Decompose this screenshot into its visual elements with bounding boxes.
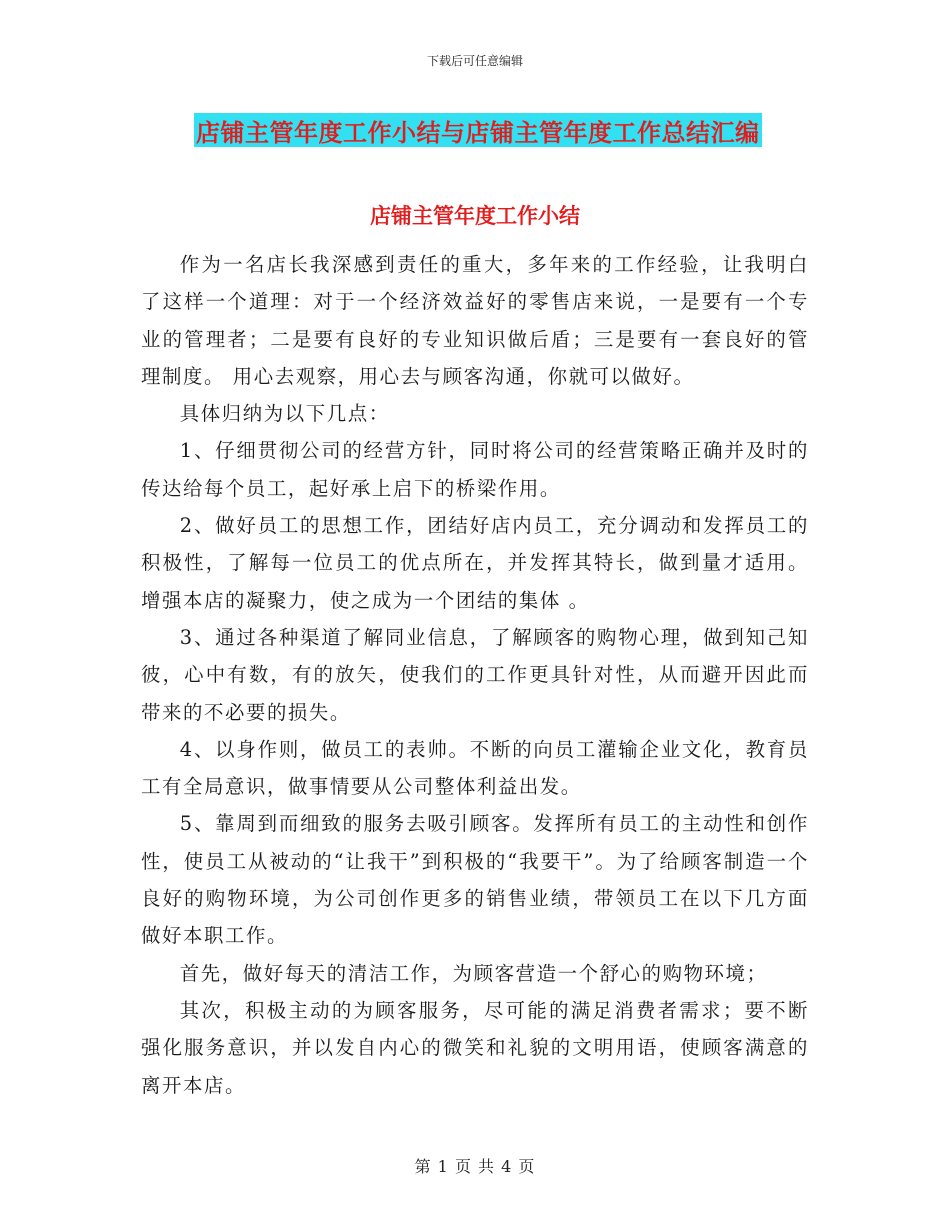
header-note: 下载后可任意编辑 [426,54,523,68]
paragraph: 3、通过各种渠道了解同业信息，了解顾客的购物心理，做到知己知彼，心中有数，有的放矢，使我们的工作更具针对性，从而避开因此而带来的不必要的损失。 [141,625,809,724]
paragraph: 4、以身作则，做员工的表帅。不断的向员工灌输企业文化，教育员工有全局意识，做事情要从公司整体利益出发。 [141,737,809,799]
paragraph: 2、做好员工的思想工作，团结好店内员工，充分调动和发挥员工的积极性，了解每一位员工的优点所在，并发挥其特长，做到量才适用。增强本店的凝聚力，使之成为一个团结的集体 。 [141,514,809,612]
paragraph: 具体归纳为以下几点： [179,402,390,426]
paragraph: 首先，做好每天的清洁工作，为顾客营造一个舒心的购物环境； [179,961,768,985]
section-title: 店铺主管年度工作小结 [370,204,580,228]
paragraph: 1、仔细贯彻公司的经营方针，同时将公司的经营策略正确并及时的传达给每个员工，起好承上启下的桥梁作用。 [141,439,809,500]
paragraph: 作为一名店长我深感到责任的重大，多年来的工作经验，让我明白了这样一个道理：对于一个经济效益好的零售店来说，一是要有一个专业的管理者；二是要有良好的专业知识做后盾；三是要有一套良好的管理制度。 用心去观察，用心去与顾客沟通，你就可以做好。 [141,253,809,388]
document-body [141,246,809,1104]
main-title: 店铺主管年度工作小结与店铺主管年度工作总结汇编 [196,118,760,147]
paragraph: 5、靠周到而细致的服务去吸引顾客。发挥所有员工的主动性和创作性，使员工从被动的“让我干”到积极的“我要干”。为了给顾客制造一个良好的购物环境，为公司创作更多的销售业绩，带领员工在以下几方面做好本职工作。 [141,812,809,948]
main-title-highlight [194,113,762,147]
page-footer: 第 1 页 共 4 页 [414,1157,536,1176]
paragraph: 其次，积极主动的为顾客服务，尽可能的满足消费者需求；要不断强化服务意识，并以发自内心的微笑和礼貌的文明用语，使顾客满意的离开本店。 [141,998,809,1097]
